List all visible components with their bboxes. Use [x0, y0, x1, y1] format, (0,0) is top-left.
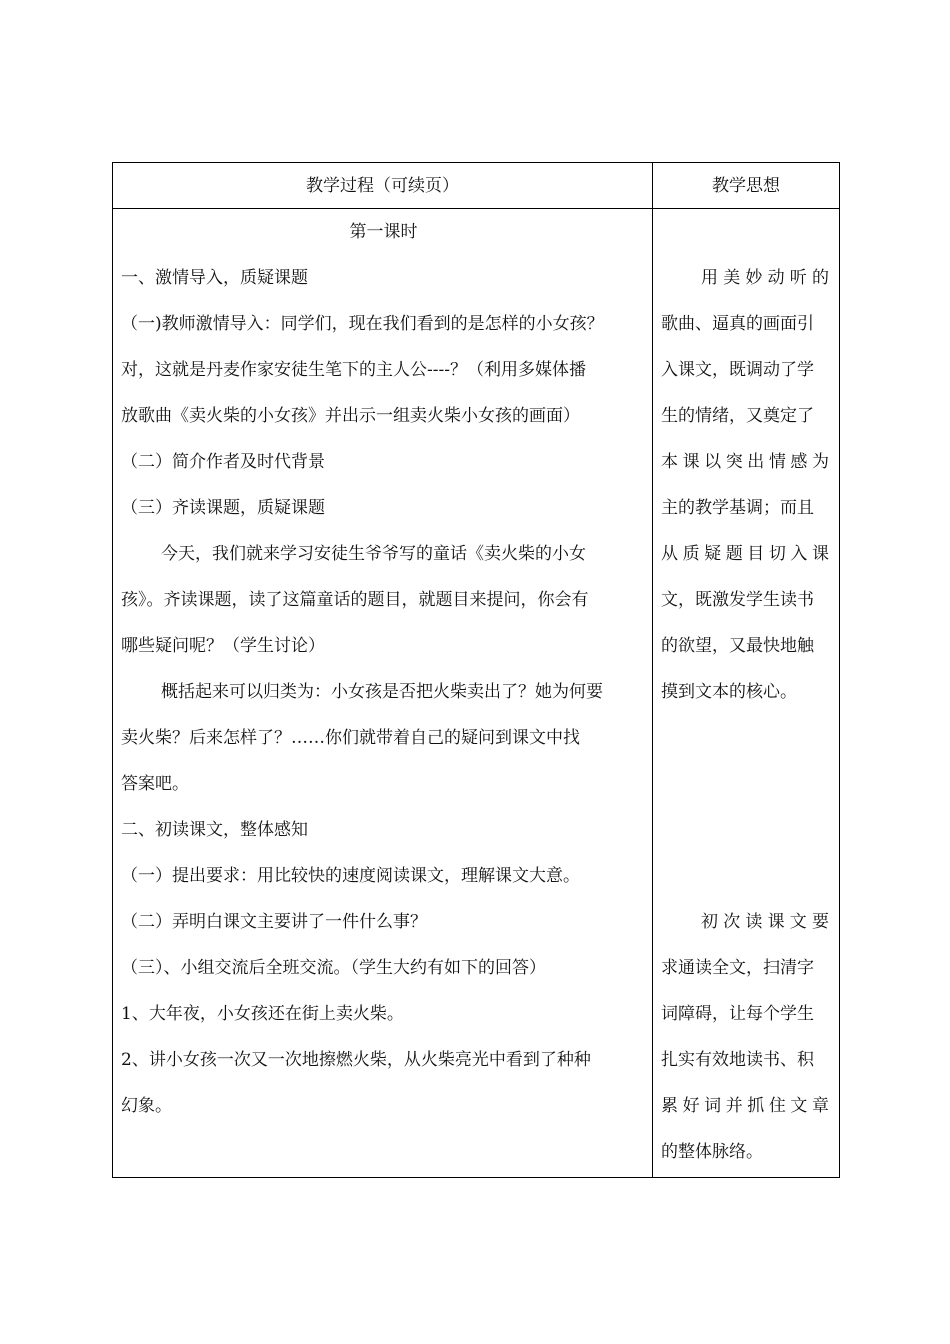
thought-line: 从质疑题目切入课 [661, 544, 829, 564]
section-heading: 一、激情导入，质疑课题 [121, 268, 308, 288]
thought-line: 累好词并抓住文章 [661, 1096, 829, 1116]
column-divider [652, 163, 653, 1177]
process-line: 幻象。 [121, 1096, 172, 1116]
thought-line: 求通读全文，扫清字 [661, 958, 814, 978]
process-line: 卖火柴？后来怎样了？……你们就带着自己的疑问到课文中找 [121, 728, 580, 748]
thought-line: 摸到文本的核心。 [661, 682, 797, 702]
process-line: 1、大年夜，小女孩还在街上卖火柴。 [121, 1004, 404, 1024]
thought-line: 词障碍，让每个学生 [661, 1004, 814, 1024]
process-line: （一)教师激情导入：同学们，现在我们看到的是怎样的小女孩？ [121, 314, 604, 334]
lesson-plan-table [112, 162, 840, 1178]
process-line: 答案吧。 [121, 774, 189, 794]
thought-line: 主的教学基调；而且 [661, 498, 814, 518]
thought-line: 文，既激发学生读书 [661, 590, 814, 610]
process-line: 孩》。齐读课题，读了这篇童话的题目，就题目来提问，你会有 [121, 590, 589, 610]
lesson-title: 第一课时 [349, 222, 418, 242]
thought-line: 入课文，既调动了学 [661, 360, 814, 380]
process-line: 哪些疑问呢？（学生讨论） [121, 636, 325, 656]
process-line: （三）齐读课题，质疑课题 [121, 498, 325, 518]
thought-line: 用美妙动听的 [701, 268, 829, 288]
thought-line: 扎实有效地读书、积 [661, 1050, 814, 1070]
section-heading: 二、初读课文，整体感知 [121, 820, 308, 840]
process-line: （一）提出要求：用比较快的速度阅读课文，理解课文大意。 [121, 866, 580, 886]
process-line: 对，这就是丹麦作家安徒生笔下的主人公----？（利用多媒体播 [121, 360, 586, 380]
process-line: （三）、小组交流后全班交流。（学生大约有如下的回答） [121, 958, 546, 978]
thought-line: 的整体脉络。 [661, 1142, 763, 1162]
thought-line: 的欲望，又最快地触 [661, 636, 814, 656]
process-line: （二）简介作者及时代背景 [121, 452, 325, 472]
thought-line: 本课以突出情感为 [661, 452, 829, 472]
table-header-row [113, 163, 839, 209]
thought-line: 歌曲、逼真的画面引 [661, 314, 814, 334]
teaching-thought-cell [661, 209, 829, 1175]
process-line: 2、讲小女孩一次又一次地擦燃火柴，从火柴亮光中看到了种种 [121, 1050, 591, 1070]
process-line: （二）弄明白课文主要讲了一件什么事？ [121, 912, 427, 932]
thought-line: 生的情绪，又奠定了 [661, 406, 814, 426]
process-line: 今天，我们就来学习安徒生爷爷写的童话《卖火柴的小女 [161, 544, 586, 564]
teaching-process-cell [121, 209, 646, 1129]
process-line: 放歌曲《卖火柴的小女孩》并出示一组卖火柴小女孩的画面） [121, 406, 580, 426]
header-teaching-thought: 教学思想 [712, 176, 780, 196]
header-teaching-process: 教学过程（可续页） [306, 176, 459, 196]
process-line: 概括起来可以归类为：小女孩是否把火柴卖出了？她为何要 [161, 682, 603, 702]
thought-line: 初次读课文要 [701, 912, 829, 932]
